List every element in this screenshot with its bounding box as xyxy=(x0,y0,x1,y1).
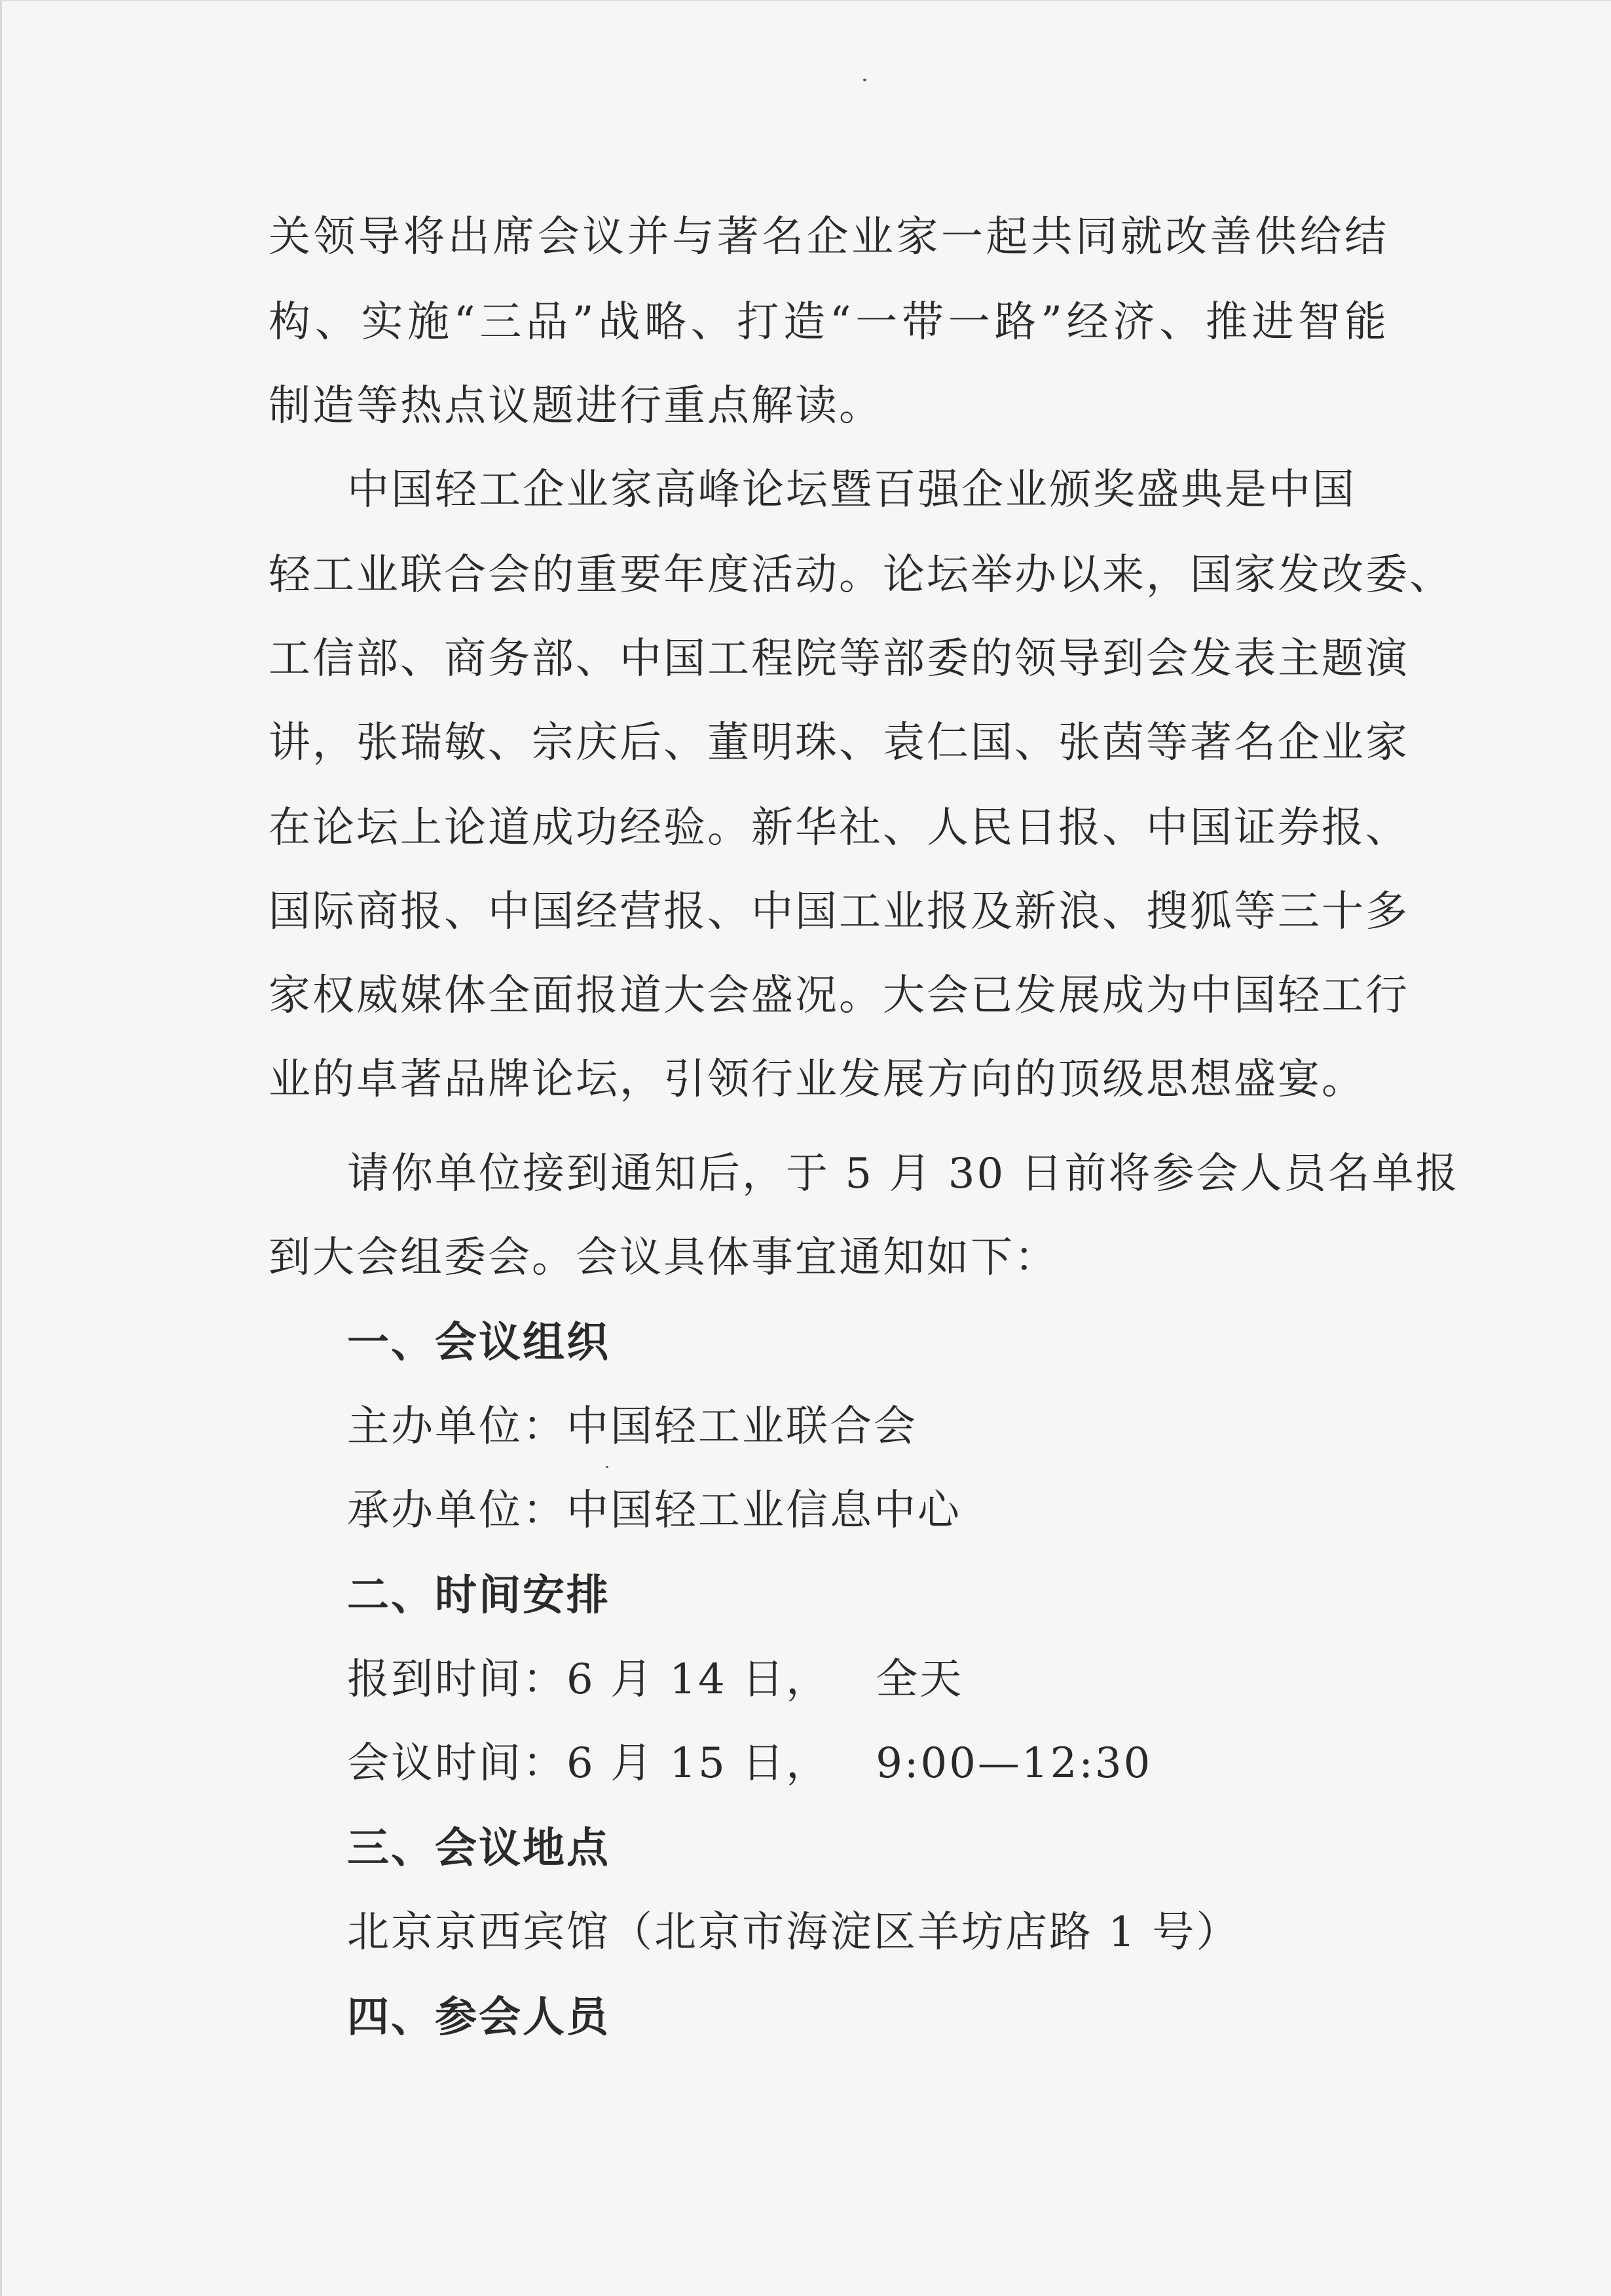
paragraph-line: 在论坛上论道成功经验。新华社、人民日报、中国证券报、 xyxy=(268,804,1409,852)
paragraph-line: 工信部、商务部、中国工程院等部委的领导到会发表主题演 xyxy=(268,635,1409,683)
venue-text: 北京京西宾馆（北京市海淀区羊坊店路 1 号） xyxy=(347,1908,1240,1957)
paragraph-line: 关领导将出席会议并与著名企业家一起共同就改善供给结 xyxy=(268,213,1388,261)
paragraph-line: 家权威媒体全面报道大会盛况。大会已发展成为中国轻工行 xyxy=(268,971,1409,1020)
meeting-time-row xyxy=(347,1737,1388,1790)
section-heading: 四、参会人员 xyxy=(347,1993,610,2042)
undertaker-value: 中国轻工业信息中心 xyxy=(566,1486,961,1535)
scan-speck xyxy=(863,79,866,81)
undertaker-label: 承办单位： xyxy=(347,1486,566,1535)
paragraph-line: 国际商报、中国经营报、中国工业报及新浪、搜狐等三十多 xyxy=(268,888,1409,936)
checkin-row xyxy=(347,1653,1388,1706)
checkin-date: 6 月 14 日， xyxy=(566,1655,830,1704)
paragraph-line: 构、实施“三品”战略、打造“一带一路”经济、推进智能 xyxy=(268,298,1388,347)
section-heading: 二、时间安排 xyxy=(347,1571,610,1620)
paragraph-line: 业的卓著品牌论坛，引领行业发展方向的顶级思想盛宴。 xyxy=(268,1055,1365,1104)
paragraph-line: 轻工业联合会的重要年度活动。论坛举办以来，国家发改委、 xyxy=(268,551,1453,599)
checkin-time: 全天 xyxy=(876,1655,964,1704)
undertaker-row xyxy=(347,1484,1388,1537)
organizer-value: 中国轻工业联合会 xyxy=(566,1402,917,1451)
section-heading: 三、会议地点 xyxy=(347,1824,610,1873)
scan-speck xyxy=(606,1466,608,1468)
section-heading: 一、会议组织 xyxy=(347,1319,610,1367)
meeting-label: 会议时间： xyxy=(347,1739,566,1788)
paragraph-line: 中国轻工企业家高峰论坛暨百强企业颁奖盛典是中国 xyxy=(347,466,1356,514)
meeting-date: 6 月 15 日， xyxy=(566,1739,830,1788)
paragraph-line: 请你单位接到通知后，于 5 月 30 日前将参会人员名单报 xyxy=(347,1150,1460,1198)
organizer-row xyxy=(347,1401,1388,1453)
meeting-time: 9:00—12:30 xyxy=(876,1739,1153,1788)
checkin-label: 报到时间： xyxy=(347,1655,566,1704)
paragraph-line: 制造等热点议题进行重点解读。 xyxy=(268,382,883,430)
organizer-label: 主办单位： xyxy=(347,1402,566,1451)
paragraph-line: 到大会组委会。会议具体事宜通知如下： xyxy=(268,1233,1058,1282)
paragraph-line: 讲，张瑞敏、宗庆后、董明珠、袁仁国、张茵等著名企业家 xyxy=(268,719,1409,767)
